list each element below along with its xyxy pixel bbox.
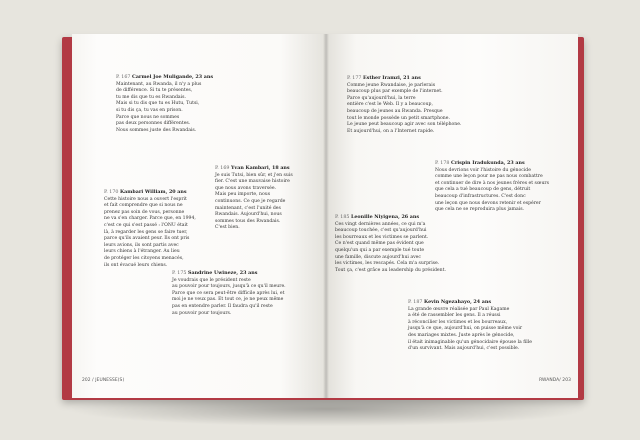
- entry-heading: [408, 299, 532, 307]
- entry-quote-line: Je voudrais que le président reste: [172, 277, 251, 283]
- entry-quote-line: beaucoup de jeunes au Rwanda. Presque: [347, 108, 443, 114]
- right-page: [326, 34, 578, 398]
- entry-quote-line: Nous sommes juste des Rwandais.: [116, 127, 197, 133]
- entry-quote-line: au pouvoir pour toujours.: [172, 310, 232, 316]
- entry-block: [104, 189, 196, 269]
- entry-heading: [347, 75, 461, 83]
- entry-heading: [104, 189, 196, 197]
- entry-page-ref: P. 185: [335, 215, 350, 220]
- entry-quote-line: c'est ce qui s'est passé : l'ONU était: [104, 222, 188, 228]
- entry-quote-line: de protéger les citoyens menacés,: [104, 255, 184, 261]
- entry-quote-line: que cela a tué beaucoup de gens, détruit: [435, 187, 531, 193]
- entry-block: [435, 160, 549, 214]
- entry-quote-line: maintenant, c'est l'unité des: [215, 205, 281, 211]
- entry-heading: [335, 214, 446, 222]
- entry-quote-line: pas en entendre parler. Il faudra qu'il reste: [172, 303, 273, 309]
- entry-quote-line: Parce que nous ne sommes: [116, 114, 180, 120]
- entry-quote-line: prenez pas soin de vous, personne: [104, 209, 185, 215]
- entry-quote-line: d'un survivant. Mais aujourd'hui, c'est possible.: [408, 346, 520, 352]
- entry-page-ref: P. 177: [347, 76, 362, 81]
- entry-page-ref: P. 167: [116, 75, 131, 80]
- entry-speaker-name: Kevin Ngezahayo, 24 ans: [424, 299, 492, 305]
- entry-block: [172, 270, 286, 317]
- entry-page-ref: P. 187: [408, 300, 423, 305]
- entry-quote-line: leurs chiens à l'étranger. Au lieu: [104, 249, 180, 255]
- entry-quote-line: Maintenant, au Rwanda, il n'y a plus: [116, 81, 202, 87]
- entry-quote-line: les bourreaux et les victimes se parlent.: [335, 234, 429, 240]
- entry-quote-line: quelqu'un qui a par exemple tué toute: [335, 247, 425, 253]
- entry-block: [335, 214, 446, 274]
- entry-quote-line: les victimes, les rescapés. Cela m'a surprise.: [335, 261, 440, 267]
- entry-block: [116, 74, 213, 134]
- entry-quote-line: à réconcilier les victimes et les bourreaux,: [408, 319, 508, 325]
- entry-speaker-name: Sandrine Uwineze, 23 ans: [188, 270, 258, 276]
- entry-quote-line: il était inimaginable qu'un génocidaire épouse la fille: [408, 339, 532, 345]
- entry-quote-line: une famille, discute aujourd'hui avec: [335, 254, 421, 260]
- entry-block: [215, 165, 293, 232]
- entry-quote-line: La grande œuvre réalisée par Paul Kagame: [408, 306, 510, 312]
- entry-speaker-name: Kambari William, 20 ans: [120, 189, 187, 195]
- entry-quote-line: Rwandais. Aujourd'hui, nous: [215, 212, 282, 218]
- left-page: [72, 34, 326, 398]
- entry-heading: [215, 165, 293, 173]
- entry-speaker-name: Esther Iramzi, 21 ans: [363, 75, 421, 81]
- entry-quote-line: pas deux personnes différentes.: [116, 121, 191, 127]
- entry-quote-line: et fait comprendre que si nous ne: [104, 203, 183, 209]
- entry-quote-line: beaucoup plus par exemple de l'internet.: [347, 89, 443, 95]
- entry-quote-line: Tout ça, c'est grâce au leadership du président.: [335, 267, 446, 273]
- entry-quote-line: au pouvoir pour toujours, jusqu'à ce qu'il meure.: [172, 284, 286, 290]
- entry-quote-line: Et aujourd'hui, on a l'Internet rapide.: [347, 128, 435, 134]
- entry-quote-line: une leçon que nous devons retenir et espérer: [435, 200, 541, 206]
- entry-speaker-name: Leonille Niyigena, 26 ans: [351, 214, 420, 220]
- entry-page-ref: P. 175: [172, 271, 187, 276]
- entry-speaker-name: Yvan Kambari, 18 ans: [231, 165, 290, 171]
- entry-quote-line: Ces vingt dernières années, ce qui m'a: [335, 221, 426, 227]
- entry-page-ref: P. 178: [435, 161, 450, 166]
- entry-heading: [435, 160, 549, 168]
- entry-quote-line: Ce n'est quand même pas évident que: [335, 241, 424, 247]
- entry-quote-line: Nous devrions voir l'histoire du génocide: [435, 167, 531, 173]
- entry-block: [408, 299, 532, 353]
- entry-quote-line: Le jeune peut beaucoup agir avec son téléphone.: [347, 122, 462, 128]
- entry-quote-line: moi je ne veux pas. Et tout ce, je ne peux même: [172, 297, 284, 303]
- entry-quote-line: jusqu'à ce que, aujourd'hui, on puisse même voir: [408, 326, 523, 332]
- entry-heading: [116, 74, 213, 82]
- entry-quote-line: sommes tous des Rwandais.: [215, 218, 281, 224]
- entry-quote-line: Mais peu importe, nous: [215, 192, 271, 198]
- entry-quote-line: de différence. Si tu te présentes,: [116, 88, 193, 94]
- entry-quote-line: beaucoup d'infrastructures. C'est donc: [435, 193, 526, 199]
- entry-heading: [172, 270, 286, 278]
- entry-quote-line: des mariages mixtes. Juste après le génocide,: [408, 332, 515, 338]
- entry-page-ref: P. 170: [104, 190, 119, 195]
- entry-quote-line: et continuer de dire à nos jeunes frères et sœurs: [435, 180, 549, 186]
- entry-quote-line: ils ont évacué leurs chiens.: [104, 262, 168, 268]
- book-gutter: [323, 34, 329, 398]
- entry-quote-line: entière c'est le Web. Il y a beaucoup,: [347, 102, 433, 108]
- entry-quote-line: C'est bien.: [215, 225, 240, 231]
- entry-quote-line: tout le monde possède un petit smartphone.: [347, 115, 450, 121]
- entry-quote-line: Je suis Tutsi, bien sûr, et j'en suis: [215, 172, 293, 178]
- entry-page-ref: P. 169: [215, 166, 230, 171]
- entry-quote-line: leurs avions, ils sont partis avec: [104, 242, 179, 248]
- entry-speaker-name: Crispin Iradukunda, 23 ans: [451, 160, 525, 166]
- entry-quote-line: parce qu'ils avaient peur. Ils ont pris: [104, 236, 190, 242]
- entry-quote-line: comme une leçon pour ne pas nous combattre: [435, 174, 543, 180]
- entry-quote-line: là, à regarder les gens se faire tuer,: [104, 229, 188, 235]
- entry-quote-line: Comme jeune Rwandaise, je parlerais: [347, 82, 436, 88]
- entry-quote-line: que cela ne se reproduira plus jamais.: [435, 207, 525, 213]
- entry-quote-line: continuons. Ce que je regarde: [215, 198, 286, 204]
- entry-block: [347, 75, 461, 135]
- entry-quote-line: ne va s'en charger. Parce que, en 1994,: [104, 216, 196, 222]
- entry-quote-line: fier. C'est une mauvaise histoire: [215, 179, 290, 185]
- entry-quote-line: Mais si tu dis que tu es Hutu, Tutsi,: [116, 101, 200, 107]
- entry-quote-line: que nous avons traversée.: [215, 185, 276, 191]
- entry-quote-line: tu me dis que tu es Rwandais.: [116, 94, 186, 100]
- entry-quote-line: beaucoup touchée, c'est qu'aujourd'hui: [335, 228, 427, 234]
- left-folio: 202 / JEUNESSE(S): [82, 378, 125, 383]
- right-folio: RWANDA/ 203: [539, 378, 571, 383]
- entry-quote-line: Parce que ce sera peut-être difficile après lui, et: [172, 290, 285, 296]
- entry-quote-line: Parce qu'aujourd'hui, la terre: [347, 95, 416, 101]
- entry-quote-line: si tu dis ça, tu vas en prison.: [116, 107, 183, 113]
- entry-quote-line: Cette histoire nous a ouvert l'esprit: [104, 196, 187, 202]
- entry-speaker-name: Carmel Joe Muligande, 23 ans: [132, 74, 214, 80]
- entry-quote-line: a été de rassembler les gens. Il a réussi: [408, 313, 501, 319]
